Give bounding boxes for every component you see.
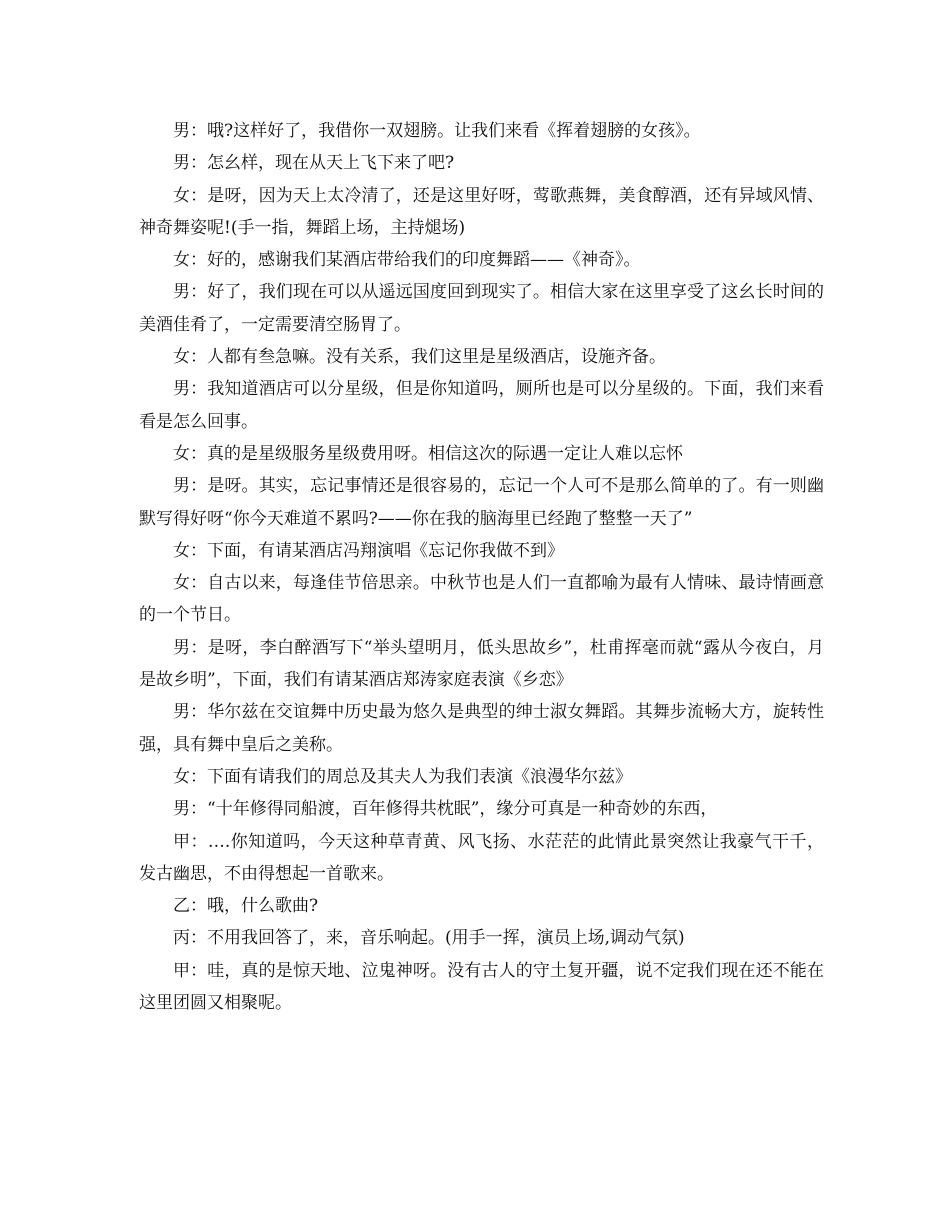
paragraph: 乙：哦，什么歌曲? (173, 896, 319, 917)
paragraph: 男：怎幺样，现在从天上飞下来了吧? (173, 153, 455, 174)
paragraph: 男：是呀，李白醉酒写下“举头望明月，低头思故乡”，杜甫挥毫而就“露从今夜白，月是故乡明”，下面，我们有请某酒店郑涛家庭表演《乡恋》 (139, 637, 824, 691)
paragraph: 女：真的是星级服务星级费用呀。相信这次的际遇一定让人难以忘怀 (173, 443, 683, 464)
paragraph: 女：自古以来，每逢佳节倍思亲。中秋节也是人们一直都喻为最有人情味、最诗情画意的一个节日。 (139, 573, 824, 626)
paragraph: 甲：….你知道吗，今天这种草青黄、风飞扬、水茫茫的此情此景突然让我豪气干千，发古幽思，不由得想起一首歌来。 (139, 831, 824, 884)
paragraph: 男：是呀。其实，忘记事情还是很容易的，忘记一个人可不是那么简单的了。有一则幽默写得好呀“你今天难道不累吗?——你在我的脑海里已经跑了整整一天了” (139, 476, 824, 529)
paragraph: 男：好了，我们现在可以从遥远国度回到现实了。相信大家在这里享受了这幺长时间的美酒佳肴了，一定需要清空肠胃了。 (139, 282, 824, 335)
paragraph: 甲：哇，真的是惊天地、泣鬼神呀。没有古人的守土复开疆，说不定我们现在还不能在这里团圆又相聚呢。 (139, 960, 824, 1014)
paragraph: 女：下面，有请某酒店冯翔演唱《忘记你我做不到》 (173, 540, 564, 561)
paragraph: 女：是呀，因为天上太冷清了，还是这里好呀，莺歌燕舞，美食醇酒，还有异域风情、神奇舞姿呢!(手一指，舞蹈上场，主持煺场) (139, 185, 824, 238)
document-body (139, 115, 824, 1019)
paragraph: 女：人都有叁急嘛。没有关系，我们这里是星级酒店，设施齐备。 (173, 347, 666, 368)
paragraph: 男：哦?这样好了，我借你一双翅膀。让我们来看《挥着翅膀的女孩》。 (173, 121, 701, 141)
paragraph: 男：“十年修得同船渡，百年修得共枕眠”，缘分可真是一种奇妙的东西， (173, 799, 718, 820)
paragraph: 男：我知道酒店可以分星级，但是你知道吗，厕所也是可以分星级的。下面，我们来看看是怎么回事。 (139, 379, 824, 432)
paragraph: 女：下面有请我们的周总及其夫人为我们表演《浪漫华尔兹》 (173, 766, 632, 787)
paragraph: 女：好的，感谢我们某酒店带给我们的印度舞蹈——《神奇》。 (173, 250, 641, 271)
paragraph: 男：华尔兹在交谊舞中历史最为悠久是典型的绅士淑女舞蹈。其舞步流畅大方，旋转性强，具有舞中皇后之美称。 (139, 702, 824, 755)
paragraph: 丙：不用我回答了，来，音乐响起。(用手一挥，演员上场,调动气氛) (173, 928, 685, 949)
